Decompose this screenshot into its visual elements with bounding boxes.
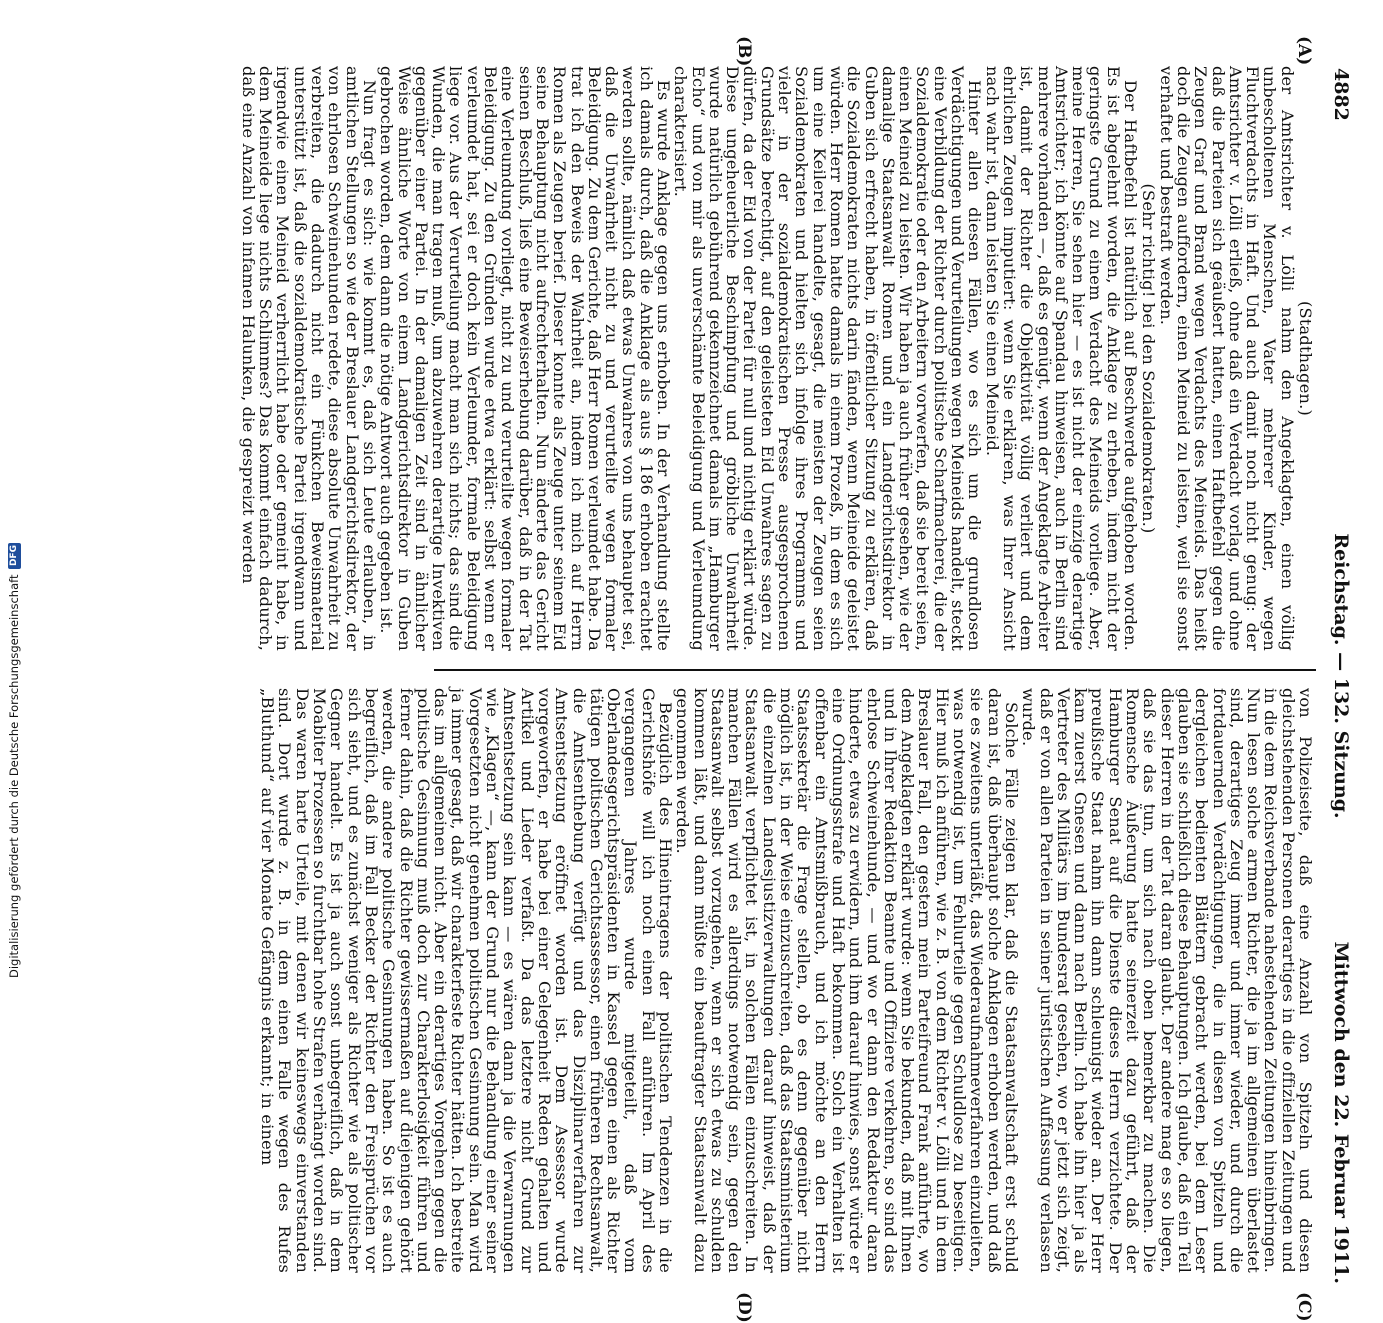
- paragraph: Bezüglich des Hineintragens der politischen Tendenzen in die Gerichtshöfe will ich noch einen Fall anführen. Im April des vergangenen Jahres wurde mitgeteilt, daß vom Oberlandesgerichtspräsidenten in Kassel gegen einen als Richter tätigen politischen Gerichtsassessor, einen früheren Rechtsanwalt, die Amtsenthebung verfügt und das Disziplinarverfahren zur Amtsentsetzung eröffnet worden ist. Dem Assessor wurde vorgeworfen, er habe bei einer Gelegenheit Reden gehalten und Artikel und Lieder verfaßt. Da das letztere nicht Grund zur Amtsentsetzung sein kann — es wären dann ja die Verwarnungen wie „Klagen“ —, kann der Grund nur die Behandlung einer seiner Vorgesetzten nicht genehmen politischen Gesinnung sein. Man wird ja immer gesagt, daß wir charakterfeste Richter hätten. Ich bestreite das im allgemeinen nicht. Aber ein derartiges Vorgehen gegen die politische Gesinnung muß doch zur Charakterlosigkeit führen und ferner dahin, daß die Richter gewissermaßen auf diejenigen gehört werden, die andere politische Gesinnungen haben. So ist es auch begreiflich, daß im Fall Becker der Richter den Freisprüchen vor sich sieht, und es zunächst weniger als Richter wie als politischer Gegner handelt. Es ist ja auch sonst unbegreiflich, daß in dem Moabiter Prozessen so furchtbar hohe Strafen verhängt worden sind. Das waren harte Urteile, mit denen wir keineswegs einverstanden sind. Dort wurde z. B. in dem einen Falle wegen des Rufes „Bluthund“ auf vier Monate Gefängnis erkannt; in einem: [258, 688, 676, 1273]
- column-divider: [434, 669, 1316, 671]
- paragraph: Hinter allen diesen Fällen, wo es sich um die grundlosen Verdächtigungen und Verurteilungen wegen Meineids handelt, steckt eine Verbildung der Richter durch politische Scharfmacherei, die der Sozialdemokratie oder den Arbeitern vorwerfen, daß sie bereit seien, einen Meineid zu leisten. Wir haben ja auch früher gesehen, wie der damalige Staatsanwalt Romen und ein Landgerichtsdirektor in Guben sich erfrecht haben, in öffentlicher Sitzung zu erklären, daß die Sozialdemokraten nichts darin fänden, wenn Meineide geleistet würden. Herr Romen hatte damals in einem Prozeß, in dem es sich um eine Keilerei handelte, gesagt, die meisten der Zeugen seien Sozialdemokraten und hielten sich infolge ihres Programms und vieler in der sozialdemokratischen Presse ausgesprochenen Grundsätze berechtigt, auf den geleisteten Eid Unwahres sagen zu dürfen, da der Eid von der Partei für null und nichtig erklärt würde. Diese ungeheuerliche Beschimpfung und gröbliche Unwahrheit wurde natürlich gebührend gekennzeichnet damals im „Hamburger Echo“ und von mir als unverschämte Beleidigung und Verleumdung charakterisiert.: [671, 66, 985, 651]
- paragraph: Nun fragt es sich: wie kommt es, daß sich Leute erlauben, in amtlichen Stellungen so wie der Breslauer Landgerichtsdirektor, der von ehrlosen Schweinehunden redete, diese absolute Unwahrheit zu verbreiten, die dadurch nicht ein Fünkchen Beweismaterial unterstützt ist, daß die sozialdemokratische Partei irgendwann und irgendwie einen Meineid verherrlicht habe oder gemeint habe, in dem Meineide liege nichts Schlimmes? Das kommt einfach dadurch, daß eine Anzahl von infamen Halunken, die gespreizt werden: [238, 66, 379, 651]
- left-text-column: [238, 66, 1315, 651]
- digitization-credit: [6, 543, 22, 978]
- session-date: Mittwoch den 22. Februar 1911.: [1330, 941, 1352, 1284]
- running-title: Reichstag. — 132. Sitzung.: [1330, 533, 1352, 819]
- page-number: 4882: [1330, 68, 1352, 121]
- paragraph: Der Haftbefehl ist natürlich auf Beschwerde aufgehoben worden. Es ist abgelehnt worden, die Anklage zu erheben, indem nicht der geringste Grund zu einem Verdacht des Meineids vorliege. Aber, meine Herren, Sie sehen hier — es ist nicht der einzige derartige Amtsrichter; ich könnte auf Spandau hinweisen, auch in Berlin sind mehrere vorhanden —, daß es genügt, wenn der Angeklagte Arbeiter ist, damit der Richter die Objektivität völlig verliert und dem ehrlichen Zeugen imputiert: wenn Sie erklären, was Ihrer Ansicht nach wahr ist, dann leisten Sie einen Meineid.: [982, 66, 1141, 651]
- paragraph: von Polizeiseite, daß eine Anzahl von Spitzeln und diesen gleichstehenden Personen derartiges in die offiziellen Zeitungen und in die dem Reichsverbande nahestehenden Zeitungen hineinbringen. Nun lesen solche armen Richter, die ja im allgemeinen überlastet sind, derartiges Zeug immer und immer wieder, und durch die fortdauernden Verdächtigungen, die in diesen von Spitzeln und dergleichen bedienten Blättern gebracht werden, bei dem Leser glauben sie schließlich diese Behauptungen. Ich glaube, daß ein Teil dieser Herren in der Tat daran glaubt. Der andere mag es so liegen, daß sie das tun, um sich nach oben bemerkbar zu machen. Die Romensche Äußerung hatte seinerzeit dazu geführt, daß der Hamburger Senat auf die Dienste dieses Herrn verzichtete. Der preußische Staat nahm ihn dann schleunigst wieder an. Der Herr kam zuerst Gnesen und dann nach Berlin. Ich habe ihn hier ja als Vertreter des Militärs im Bundesrat gesehen, wo er jetzt sich zeigt, daß er von allen Parteien in seiner juristischen Auffassung verlassen wurde.: [1019, 688, 1315, 1273]
- dfg-logo-icon: DFG: [8, 543, 21, 569]
- speaker-name: (Stadthagen.): [1296, 301, 1315, 416]
- paragraph: Es wurde Anklage gegen uns erhoben. In der Verhandlung stellte ich damals durch, daß die Anklage als aus § 186 erhoben erachtet werden sollte, nämlich daß etwas Unwahres von uns behauptet sei, daß die Unwahrheit nicht zu und verurteilte wegen formaler Beleidigung. Zu dem Gerichte, daß Herr Romen verleumdet habe. Da trat ich den Beweis der Wahrheit an, indem ich mich auf Herrn Romen als Zeugen berief. Dieser konnte als Zeuge unter seinem Eid seine Behauptung nicht aufrechterhalten. Nun änderte das Gericht seinen Beschluß, ließ eine Beweiserhebung darüber, daß in der Tat eine Verleumdung vorliegt, nicht zu und verurteilte wegen formaler Beleidigung. Zu den Gründen wurde etwa erklärt: selbst wenn er verleumdet hat, sei er doch kein Verleumder, formale Beleidigung liege vor. Aus der Verurteilung macht man sich nichts; das sind die Wunden, die man tragen muß, um abzuwehren derartige Invektiven gegenüber einer Partei. In der damaligen Zeit sind in ähnlicher Weise ähnliche Worte von einem Landgerichtsdirektor in Guben gebrochen worden, dem dann die nötige Antwort auch gegeben ist.: [377, 66, 674, 651]
- margin-mark-d: (D): [734, 1292, 754, 1323]
- newspaper-page: [84, 36, 1354, 1323]
- right-text-column: [258, 688, 1315, 1273]
- margin-mark-b: (B): [734, 36, 754, 67]
- margin-mark-c: (C): [1294, 1292, 1314, 1322]
- paragraph: Solche Fälle zeigen klar, daß die Staatsanwaltschaft erst schuld daran ist, daß überhaupt solche Anklagen erhoben werden, und daß sie es zweitens unterläßt, das Wiederaufnahmeverfahren einzuleiten, was notwendig ist, um Fehlurteile gegen Schuldlose zu beseitigen. Hier muß ich anführen, wie z. B. von dem Richter v. Lölli und in dem Breslauer Fall, den gestern mein Parteifreund Frank anführte, wo dem Angeklagten erklärt wurde: wenn Sie bekunden, daß mit Ihnen und in Ihrer Redaktion Beamte und Offiziere verkehren, so sind das ehrlose Schweinehunde, — und wo er dann den Redakteur daran hinderte, etwas zu erwidern, und ihm darauf hinwies, sonst würde er eine Ordnungsstrafe und Haft bekommen. Solch ein Verhalten ist offenbar ein Amtsmißbrauch, und ich möchte an den Herrn Staatssekretär die Frage stellen, ob es denn gegenüber nicht möglich ist, in der Weise einzuschreiten, daß das Staatsministerium die einzelnen Landesjustizverwaltungen darauf hinweist, daß der Staatsanwalt verpflichtet ist, in solchen Fällen einzuschreiten. In manchen Fällen wird es allerdings notwendig sein, gegen den Staatsanwalt selbst vorzugehen, wenn er sich etwas zu schulden kommen läßt, und dann müßte ein beauftragter Staatsanwalt dazu genommen werden.: [673, 688, 1021, 1273]
- page-header: [1322, 68, 1352, 1284]
- paragraph: der Amtsrichter v. Lölli nahm den Angeklagten, einen völlig unbescholtenen Menschen, Vater mehrerer Kinder, wegen Fluchtverdachts in Haft. Und auch damit noch nicht genug: der Amtsrichter v. Lölli erließ, ohne daß ein Verdacht vorlag, und ohne daß die Parteien sich geäußert hatten, einen Haftbefehl gegen die Zeugen Graf und Brand wegen Verdachts des Meineids. Das heißt doch die Zeugen auffordern, einen Meineid zu leisten, weil sie sonst verhaftet und bestraft werden.: [1156, 66, 1297, 651]
- interjection: (Sehr richtig! bei den Sozialdemokraten.): [1139, 183, 1159, 534]
- credit-text: Digitalisierung gefördert durch die Deutsche Forschungsgemeinschaft: [7, 574, 21, 978]
- margin-mark-a: (A): [1294, 36, 1314, 66]
